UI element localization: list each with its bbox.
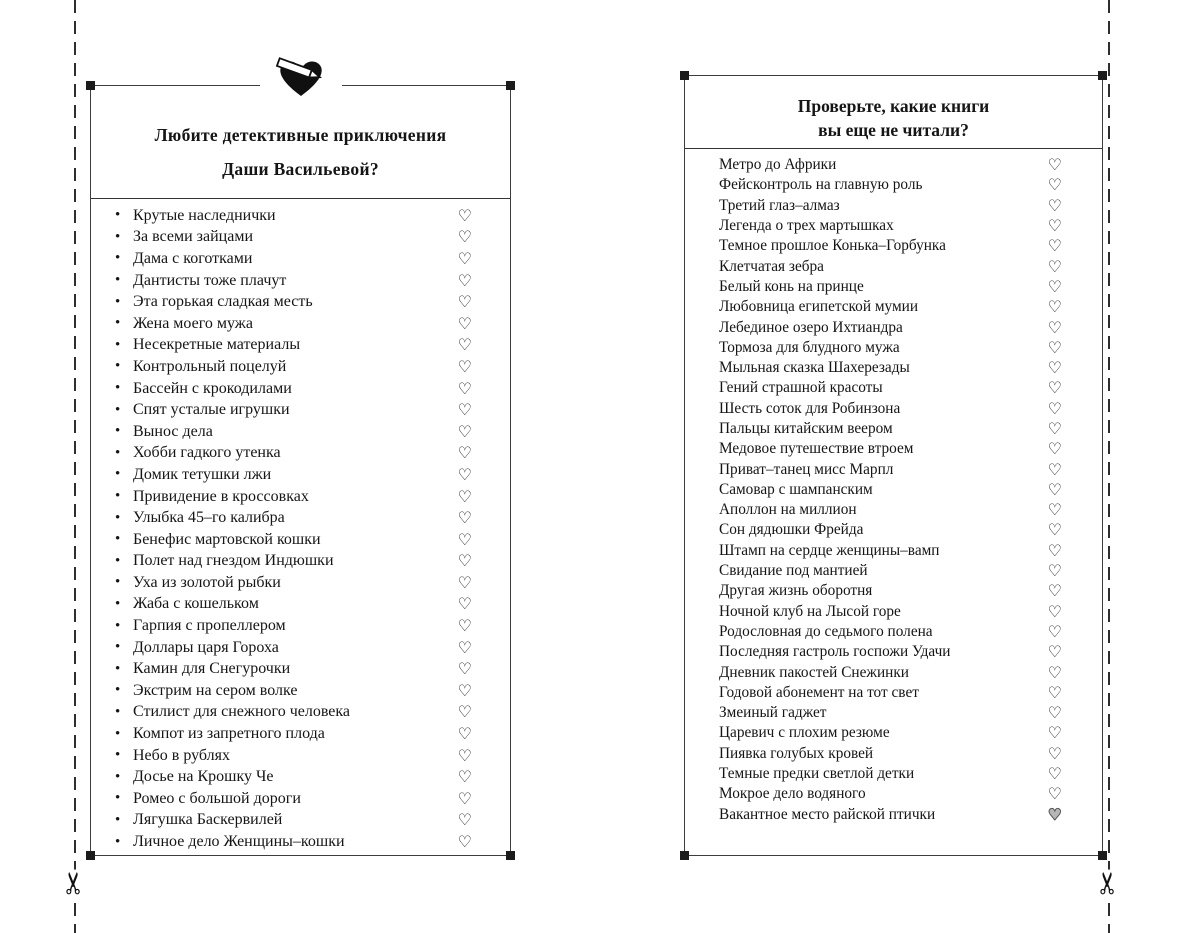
list-item [685,480,1102,500]
book-title: Гений страшной красоты [719,379,883,397]
heart-checkbox: ♡ [457,400,472,420]
list-item [685,662,1102,682]
heart-checkbox: ♡ [457,205,472,225]
page-title-line2: Даши Васильевой? [222,159,379,179]
heart-checkbox: ♡ [457,724,472,744]
book-title: Улыбка 45–го калибра [133,509,285,527]
book-title: Царевич с плохим резюме [719,724,890,742]
list-item [685,256,1102,276]
bullet-marker: • [115,466,121,483]
heart-checkbox: ♡ [457,270,472,290]
book-title: Лебединое озеро Ихтиандра [719,318,903,336]
heart-checkbox: ♡ [1047,479,1062,499]
heart-checkbox: ♡ [457,335,472,355]
bullet-marker: • [115,552,121,569]
heart-checkbox: ♡ [1047,642,1062,662]
book-title: Привидение в кроссовках [133,487,309,505]
heart-checkbox: ♥ [1047,804,1062,824]
heart-checkbox: ♡ [1047,540,1062,560]
list-item [685,744,1102,764]
bullet-marker: • [115,228,121,245]
heart-checkbox: ♡ [1047,743,1062,763]
book-title: Ромео с большой дороги [133,789,301,807]
book-title: Сон дядюшки Фрейда [719,521,864,539]
heart-checkbox: ♡ [457,356,472,376]
list-item [685,561,1102,581]
heart-checkbox: ♡ [457,637,472,657]
book-title: Полет над гнездом Индюшки [133,552,334,570]
list-item [91,810,510,832]
list-item [685,297,1102,317]
page-title-line1: Проверьте, какие книги [797,96,990,116]
bullet-marker: • [115,790,121,807]
list-item [685,541,1102,561]
list-item [685,277,1102,297]
book-title: Родословная до седьмого полена [719,622,933,640]
list-item [91,291,510,313]
bullet-marker: • [115,423,121,440]
list-item [91,443,510,465]
list-item [91,464,510,486]
scissors-icon: ✂ [1087,869,1131,896]
bullet-marker: • [115,833,121,850]
list-item [91,766,510,788]
book-title: Фейсконтроль на главную роль [719,176,923,194]
heart-checkbox: ♡ [1047,195,1062,215]
list-item [91,507,510,529]
book-list [685,149,1102,825]
list-item [91,378,510,400]
list-item [685,358,1102,378]
heart-checkbox: ♡ [457,788,472,808]
heart-checkbox: ♡ [457,572,472,592]
book-title: Небо в рублях [133,746,231,764]
heart-checkbox: ♡ [1047,561,1062,581]
heart-checkbox: ♡ [1047,500,1062,520]
heart-checkbox: ♡ [457,745,472,765]
list-item [685,520,1102,540]
heart-checkbox: ♡ [457,702,472,722]
book-title: Шесть соток для Робинзона [719,399,901,417]
book-title: Стилист для снежного человека [133,703,351,721]
book-title: Уха из золотой рыбки [133,573,281,591]
corner-mark [680,851,689,860]
book-title: Бенефис мартовской кошки [133,530,321,548]
heart-checkbox: ♡ [457,767,472,787]
heart-checkbox: ♡ [1047,723,1062,743]
corner-mark [506,851,515,860]
book-title: Последняя гастроль госпожи Удачи [719,643,951,661]
heart-checkbox: ♡ [1047,297,1062,317]
list-item [91,356,510,378]
book-title: Тормоза для блудного мужа [719,338,900,356]
heart-checkbox: ♡ [457,464,472,484]
book-title: Годовой абонемент на тот свет [719,683,919,701]
list-item [685,622,1102,642]
book-title: Дантисты тоже плачут [133,271,287,289]
book-title: Гарпия с пропеллером [133,617,286,635]
heart-checkbox: ♡ [1047,216,1062,236]
book-title: Дневник пакостей Снежинки [719,663,909,681]
heart-checkbox: ♡ [1047,378,1062,398]
book-title: Экстрим на сером волке [133,681,298,699]
heart-checkbox: ♡ [457,248,472,268]
list-item [91,745,510,767]
list-item [685,419,1102,439]
list-item [91,658,510,680]
heart-checkbox: ♡ [1047,317,1062,337]
heart-checkbox: ♡ [1047,398,1062,418]
heart-checkbox: ♡ [1047,621,1062,641]
heart-checkbox: ♡ [1047,520,1062,540]
heart-checkbox: ♡ [1047,236,1062,256]
heart-checkbox: ♡ [457,421,472,441]
book-title: Белый конь на принце [719,277,864,295]
heart-pencil-icon [260,55,342,101]
book-title: Свидание под мантией [719,562,868,580]
book-title: Вакантное место райской птички [719,805,936,823]
list-item [685,723,1102,743]
book-title: Мыльная сказка Шахерезады [719,359,910,377]
list-item [685,459,1102,479]
bullet-marker: • [115,315,121,332]
list-item [91,529,510,551]
heart-checkbox: ♡ [1047,601,1062,621]
book-title: Пальцы китайским веером [719,420,893,437]
book-title: Самовар с шампанским [719,480,873,498]
bullet-marker: • [115,272,121,289]
book-title: Камин для Снегурочки [133,660,291,678]
book-title: Спят усталые игрушки [133,401,290,419]
book-title: Легенда о трех мартышках [719,217,894,235]
page-title-line2: вы еще не читали? [818,120,969,140]
bullet-marker: • [115,639,121,656]
list-item [685,399,1102,419]
list-item [91,313,510,335]
book-title: Другая жизнь оборотня [719,582,873,600]
bullet-marker: • [115,509,121,526]
bullet-marker: • [115,444,121,461]
list-item [91,227,510,249]
list-item [685,317,1102,337]
book-title: Пиявка голубых кровей [719,744,874,762]
corner-mark [1098,851,1107,860]
bullet-marker: • [115,531,121,548]
page-title [685,94,1102,142]
list-item [91,551,510,573]
book-title: Контрольный поцелуй [133,357,287,375]
heart-checkbox: ♡ [1047,337,1062,357]
list-item [685,155,1102,175]
book-title: Темные предки светлой детки [719,765,915,783]
heart-checkbox: ♡ [457,443,472,463]
heart-checkbox: ♡ [457,810,472,830]
list-item [91,486,510,508]
cut-line-left [57,0,92,933]
bullet-marker: • [115,660,121,677]
heart-checkbox: ♡ [1047,439,1062,459]
list-item [91,205,510,227]
heart-checkbox: ♡ [457,486,472,506]
heart-checkbox: ♡ [1047,703,1062,723]
bullet-marker: • [115,336,121,353]
book-title: Медовое путешествие втроем [719,440,914,458]
list-item [91,723,510,745]
heart-checkbox: ♡ [1047,784,1062,804]
list-item [685,338,1102,358]
book-title: Личное дело Женщины–кошки [133,833,345,851]
heart-checkbox: ♡ [457,551,472,571]
heart-checkbox: ♡ [457,529,472,549]
heart-checkbox: ♡ [1047,682,1062,702]
checklist-page-right [684,75,1103,856]
bullet-marker: • [115,358,121,375]
bullet-marker: • [115,617,121,634]
book-list [91,199,510,853]
bullet-marker: • [115,747,121,764]
bullet-marker: • [115,401,121,418]
bullet-marker: • [115,811,121,828]
book-title: Хобби гадкого утенка [133,444,281,462]
book-title: Приват–танец мисс Марпл [719,460,894,478]
book-title: Любовница египетской мумии [719,298,919,316]
book-title: Лягушка Баскервилей [133,811,283,829]
list-item [685,602,1102,622]
book-title: Крутые наследнички [133,206,276,224]
list-item [685,784,1102,804]
book-title: Клетчатая зебра [719,257,824,275]
page-title [91,118,510,186]
corner-mark [680,71,689,80]
bullet-marker: • [115,293,121,310]
list-item [91,421,510,443]
corner-mark [1098,71,1107,80]
list-item [685,805,1102,825]
book-title: Змеиный гаджет [719,704,827,722]
heart-checkbox: ♡ [457,378,472,398]
book-title: Досье на Крошку Че [133,768,274,786]
scissors-icon: ✂ [53,869,97,896]
list-item [91,615,510,637]
book-title: Домик тетушки лжи [133,465,272,483]
cut-line-right [1091,0,1126,933]
list-item [685,764,1102,784]
book-title: Метро до Африки [719,156,837,174]
book-title: Темное прошлое Конька–Горбунка [719,237,946,255]
book-title: Жаба с кошельком [133,595,259,613]
list-item [91,248,510,270]
list-item [91,788,510,810]
list-item [685,642,1102,662]
book-title: Жена моего мужа [133,314,253,332]
book-title: Мокрое дело водяного [719,785,866,803]
heart-checkbox: ♡ [1047,155,1062,175]
book-title: Аполлон на миллион [719,501,857,519]
heart-checkbox: ♡ [1047,764,1062,784]
heart-checkbox: ♡ [1047,662,1062,682]
heart-checkbox: ♡ [1047,276,1062,296]
bullet-marker: • [115,488,121,505]
list-item [685,236,1102,256]
book-title: Эта горькая сладкая месть [133,293,313,311]
list-item [91,637,510,659]
book-title: Доллары царя Гороха [133,638,279,656]
list-item [685,216,1102,236]
list-item [91,335,510,357]
heart-checkbox: ♡ [457,292,472,312]
heart-checkbox: ♡ [1047,459,1062,479]
list-item [685,683,1102,703]
bullet-marker: • [115,703,121,720]
book-title: Компот из запретного плода [133,725,325,743]
book-title: Штамп на сердце женщины–вамп [719,541,940,559]
book-title: Бассейн с крокодилами [133,379,292,397]
book-title: Дама с коготками [133,249,253,267]
page-title-line1: Любите детективные приключения [154,125,447,145]
heart-checkbox: ♡ [1047,581,1062,601]
heart-checkbox: ♡ [457,227,472,247]
corner-mark [86,851,95,860]
checklist-page-left [90,85,511,856]
bullet-marker: • [115,250,121,267]
list-item [685,196,1102,216]
bullet-marker: • [115,574,121,591]
heart-checkbox: ♡ [1047,358,1062,378]
heart-checkbox: ♡ [1047,419,1062,438]
list-item [685,500,1102,520]
list-item [91,831,510,853]
list-item [685,703,1102,723]
corner-mark [506,81,515,90]
heart-checkbox: ♡ [457,832,472,852]
heart-checkbox: ♡ [457,508,472,528]
heart-checkbox: ♡ [1047,256,1062,276]
list-item [91,680,510,702]
heart-checkbox: ♡ [457,659,472,679]
bullet-marker: • [115,725,121,742]
bullet-marker: • [115,207,121,224]
heart-checkbox: ♡ [1047,175,1062,195]
list-item [91,572,510,594]
book-title: Вынос дела [133,422,213,440]
list-item [685,175,1102,195]
book-title: За всеми зайцами [133,228,253,246]
bullet-marker: • [115,380,121,397]
bullet-marker: • [115,768,121,785]
bullet-marker: • [115,595,121,612]
list-item [91,399,510,421]
bullet-marker: • [115,682,121,699]
book-title: Несекретные материалы [133,336,301,354]
heart-checkbox: ♡ [457,313,472,333]
list-item [685,378,1102,398]
list-item [685,439,1102,459]
heart-checkbox: ♡ [457,680,472,700]
list-item [91,702,510,724]
heart-checkbox: ♡ [457,616,472,636]
list-item [91,270,510,292]
heart-checkbox: ♡ [457,594,472,614]
book-title: Ночной клуб на Лысой горе [719,602,901,620]
list-item [91,594,510,616]
corner-mark [86,81,95,90]
book-title: Третий глаз–алмаз [719,196,840,214]
list-item [685,581,1102,601]
